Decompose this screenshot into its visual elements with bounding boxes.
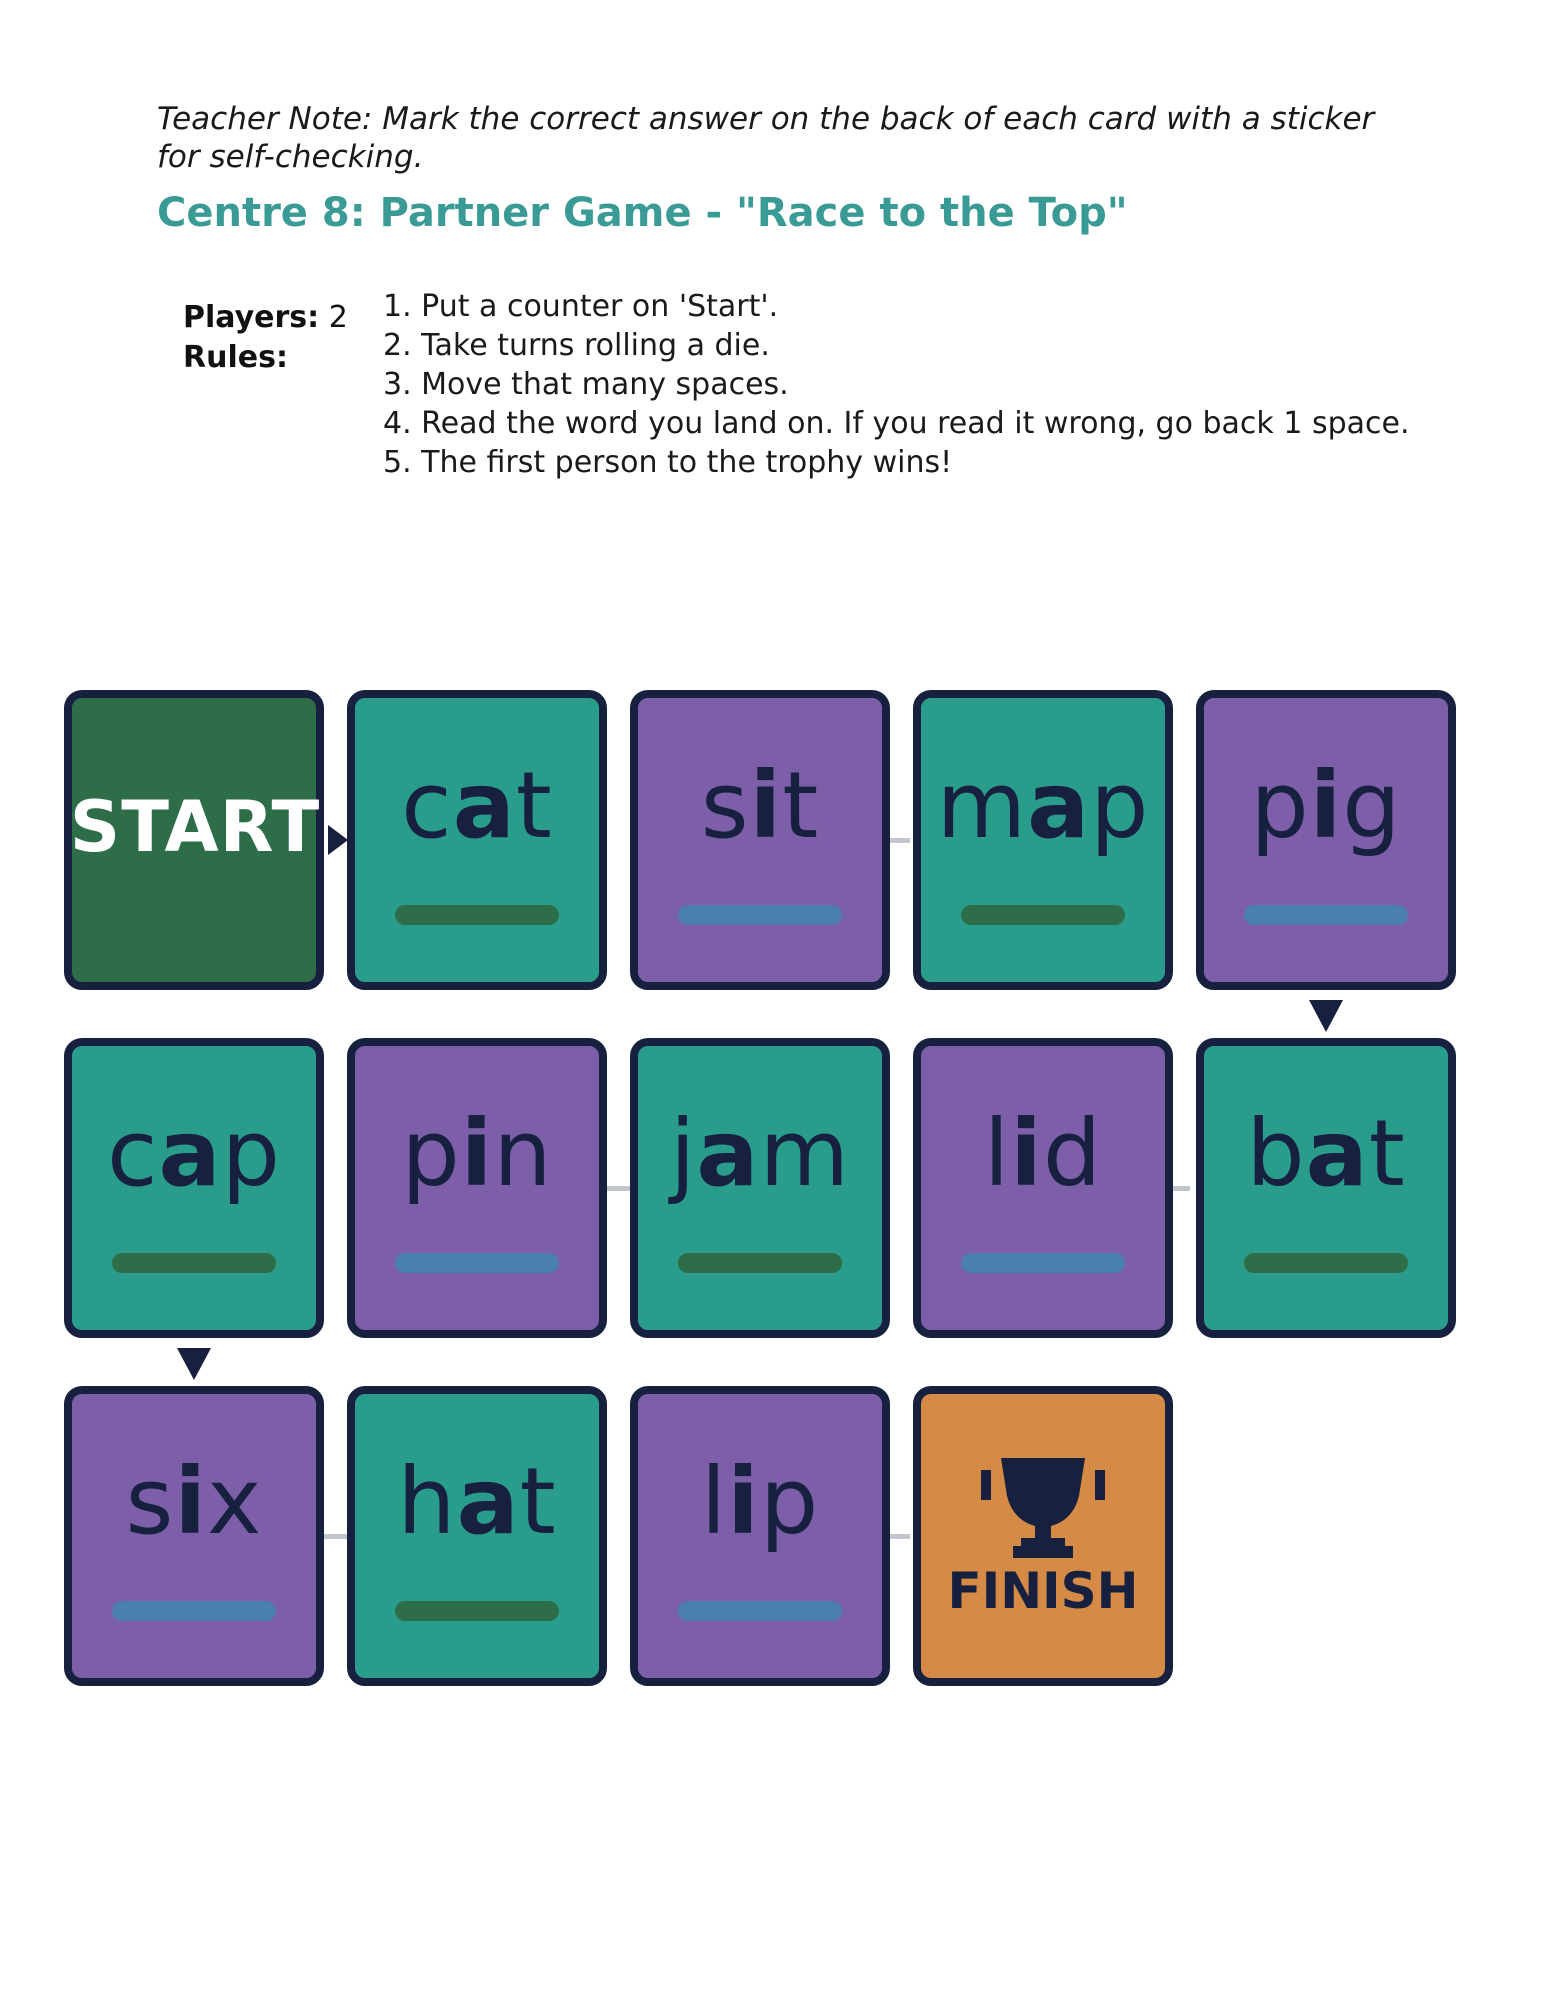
rule-item: 2. Take turns rolling a die. xyxy=(383,328,770,363)
start-space[interactable] xyxy=(64,690,324,990)
short-i-bar xyxy=(961,1253,1125,1273)
short-a-bar xyxy=(395,905,559,925)
word-text: cat xyxy=(401,752,553,859)
word-card[interactable] xyxy=(1196,1038,1456,1338)
word-card[interactable] xyxy=(630,1038,890,1338)
start-arrow xyxy=(328,825,348,855)
word-text: sit xyxy=(700,752,820,859)
teacher-note: Teacher Note: Mark the correct answer on the back of each card with a sticker for self-checking. xyxy=(157,101,1375,175)
down-arrow xyxy=(1309,1000,1343,1032)
rules-label: Rules: xyxy=(183,340,288,375)
short-a-bar xyxy=(1244,1253,1408,1273)
short-i-bar xyxy=(678,905,842,925)
finish-label: FINISH xyxy=(947,1562,1139,1620)
centre-heading: Centre 8: Partner Game - "Race to the Top" xyxy=(157,190,1128,236)
short-a-bar xyxy=(678,1253,842,1273)
word-card[interactable] xyxy=(630,1386,890,1686)
trophy-icon xyxy=(981,1456,1105,1562)
word-text: cap xyxy=(106,1100,282,1207)
word-text: six xyxy=(125,1448,263,1555)
word-card[interactable] xyxy=(630,690,890,990)
word-text: hat xyxy=(397,1448,557,1555)
word-card[interactable] xyxy=(1196,690,1456,990)
word-card[interactable] xyxy=(64,1386,324,1686)
short-i-bar xyxy=(678,1601,842,1621)
word-card[interactable] xyxy=(64,1038,324,1338)
short-a-bar xyxy=(112,1253,276,1273)
word-card[interactable] xyxy=(347,690,607,990)
players-label: Players: xyxy=(183,300,320,335)
path-connector xyxy=(320,1534,350,1539)
short-i-bar xyxy=(395,1253,559,1273)
word-text: map xyxy=(936,752,1150,859)
short-i-bar xyxy=(1244,905,1408,925)
finish-space[interactable] xyxy=(913,1386,1173,1686)
word-card[interactable] xyxy=(913,1038,1173,1338)
players-value: 2 xyxy=(328,300,348,335)
start-label: START xyxy=(69,786,321,868)
short-a-bar xyxy=(395,1601,559,1621)
rule-item: 4. Read the word you land on. If you read it wrong, go back 1 space. xyxy=(383,406,1410,441)
down-arrow xyxy=(177,1348,211,1380)
rule-item: 1. Put a counter on 'Start'. xyxy=(383,289,779,324)
word-text: lip xyxy=(700,1448,820,1555)
word-card[interactable] xyxy=(347,1386,607,1686)
short-a-bar xyxy=(961,905,1125,925)
word-text: pin xyxy=(401,1100,553,1207)
word-text: bat xyxy=(1246,1100,1406,1207)
word-text: lid xyxy=(983,1100,1103,1207)
rule-item: 3. Move that many spaces. xyxy=(383,367,789,402)
rule-item: 5. The first person to the trophy wins! xyxy=(383,445,953,480)
word-card[interactable] xyxy=(347,1038,607,1338)
short-i-bar xyxy=(112,1601,276,1621)
word-card[interactable] xyxy=(913,690,1173,990)
word-text: jam xyxy=(669,1100,851,1207)
word-text: pig xyxy=(1250,752,1402,859)
